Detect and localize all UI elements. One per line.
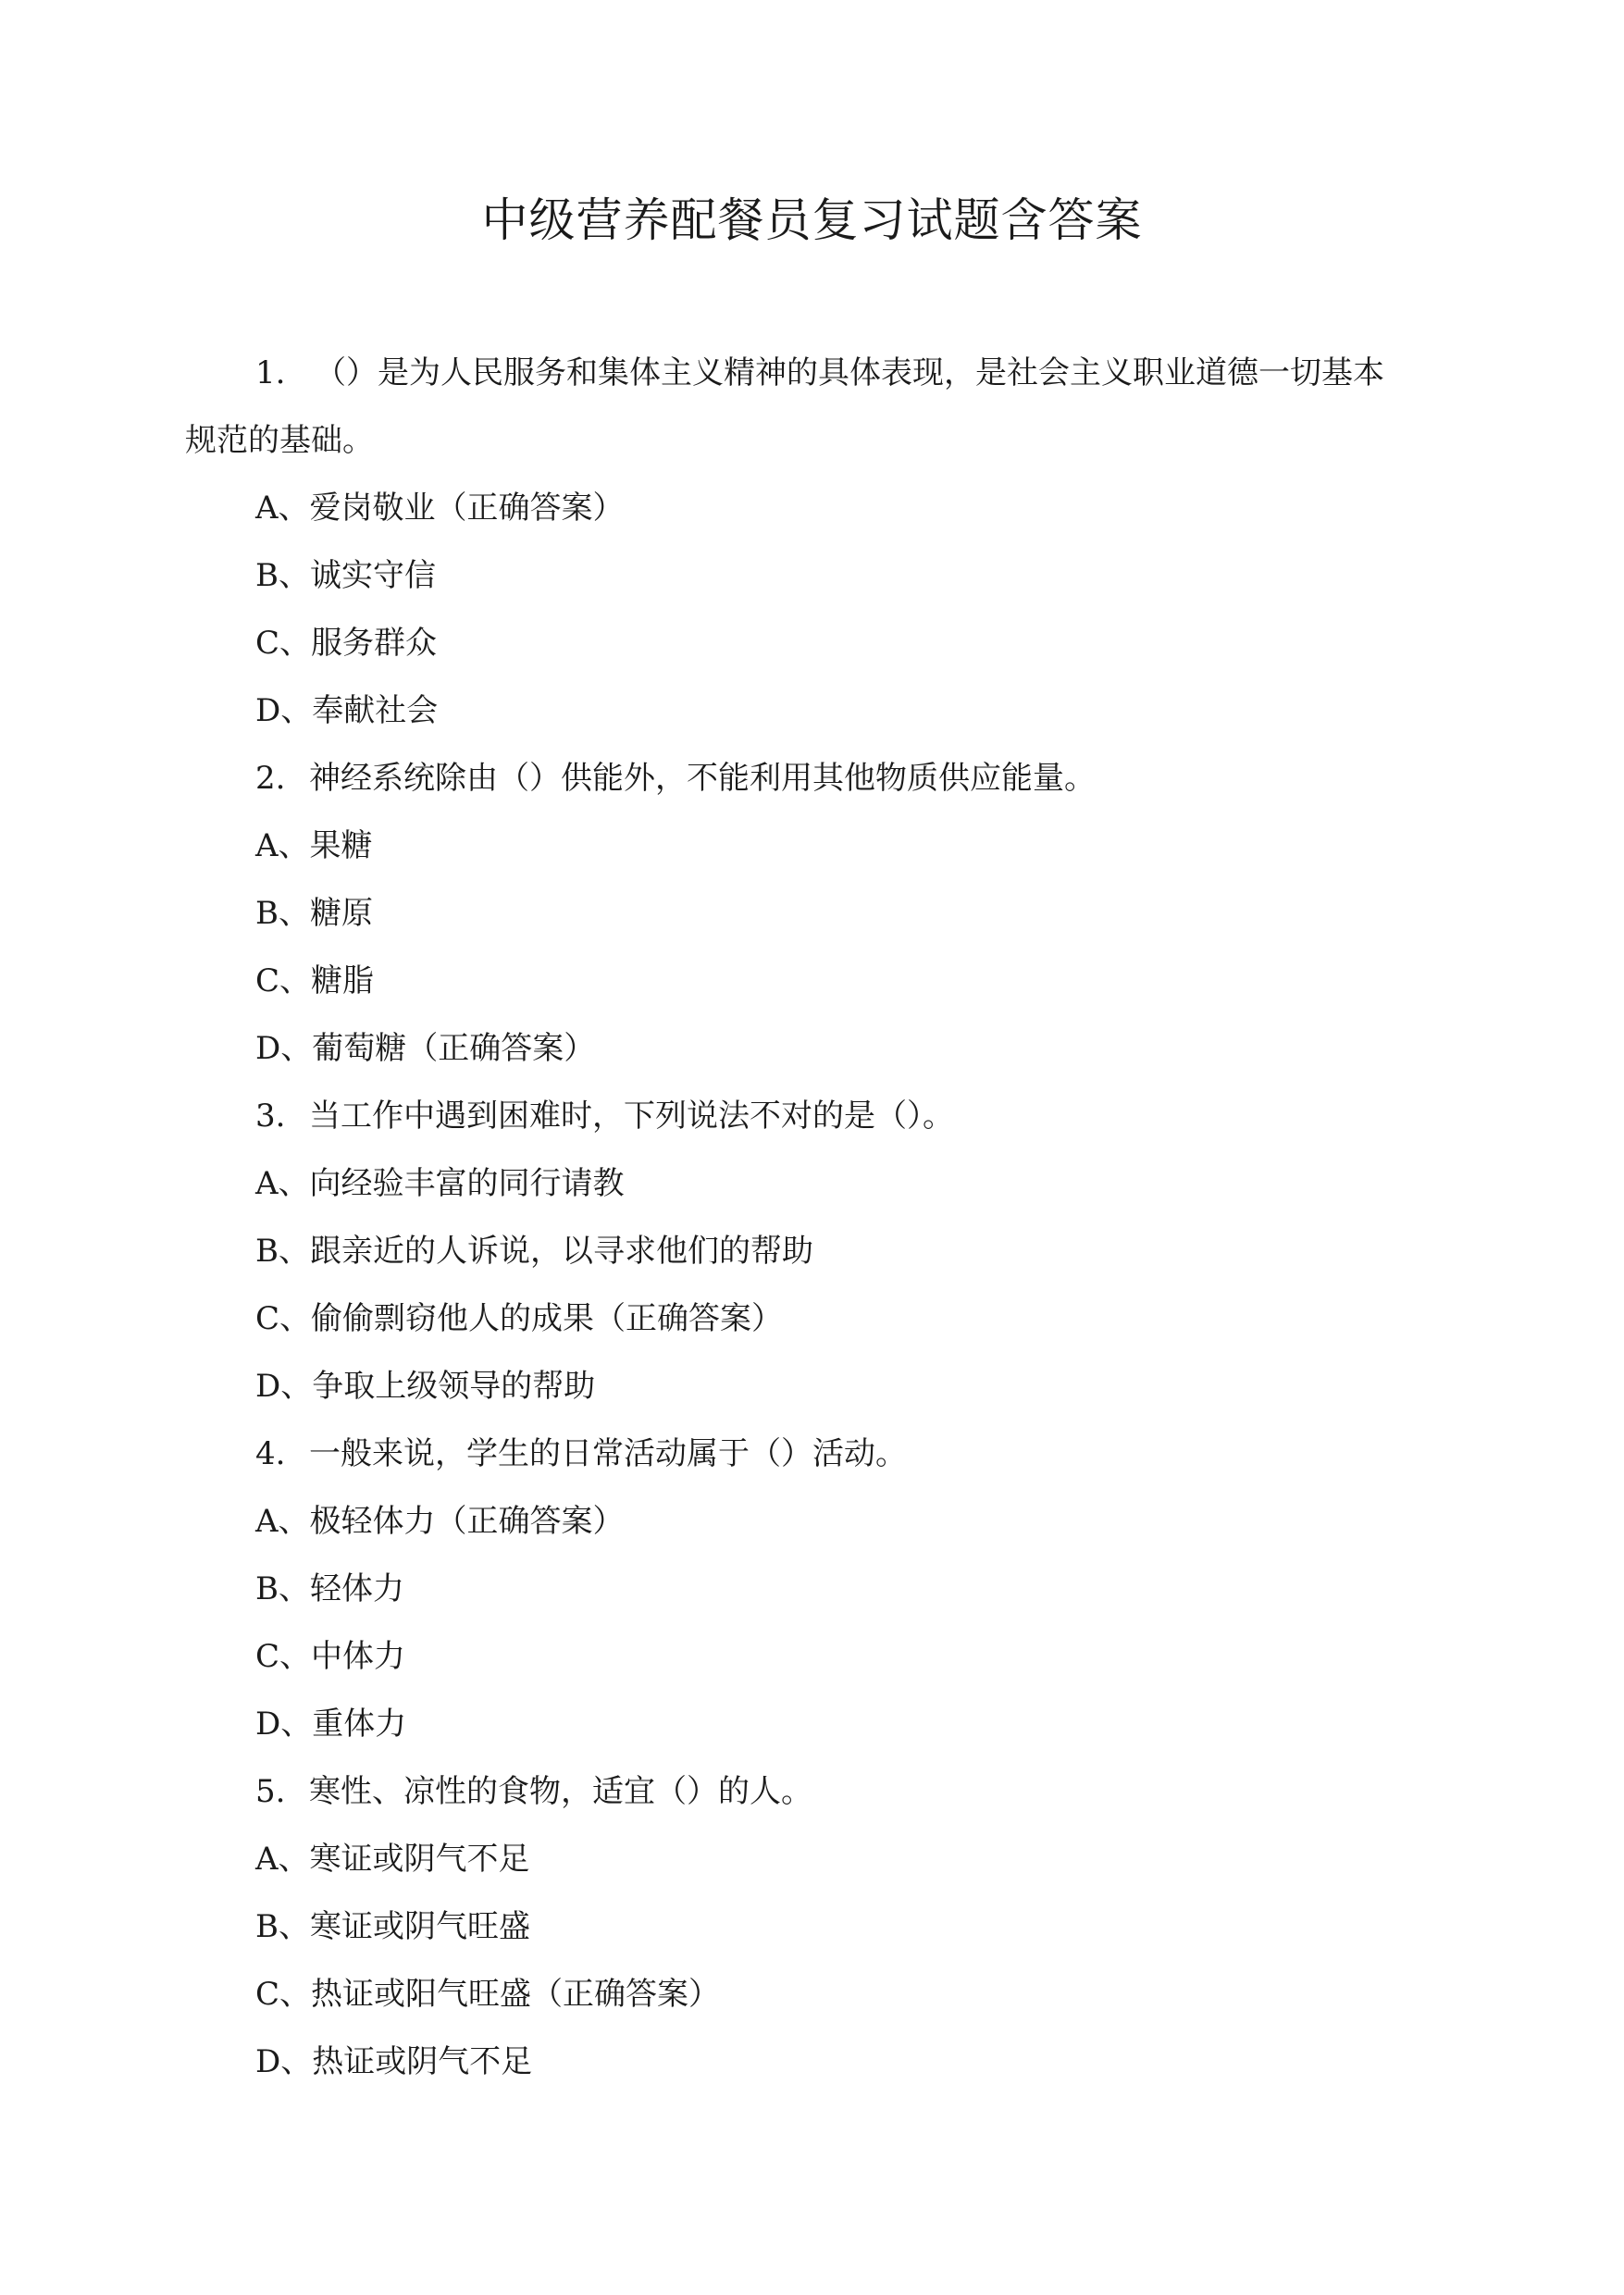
question-text: （）是为人民服务和集体主义精神的具体表现，是社会主义职业道德一切基本 [315, 354, 1384, 391]
option-c: C、偷偷剽窃他人的成果（正确答案） [255, 1300, 784, 1337]
question-text: 寒性、凉性的食物，适宜（）的人。 [309, 1773, 812, 1810]
option-b: B、轻体力 [255, 1570, 404, 1607]
question-3 [185, 1083, 1453, 1420]
question-4 [185, 1420, 1453, 1758]
question-text: 一般来说，学生的日常活动属于（）活动。 [309, 1435, 907, 1472]
option-a: A、向经验丰富的同行请教 [255, 1165, 625, 1202]
question-text: 当工作中遇到困难时，下列说法不对的是（）。 [309, 1098, 954, 1135]
option-a: A、寒证或阴气不足 [255, 1841, 530, 1878]
option-b: B、糖原 [255, 895, 373, 932]
option-d: D、奉献社会 [255, 692, 439, 729]
option-b: B、寒证或阴气旺盛 [255, 1908, 530, 1945]
question-stem [185, 340, 1453, 407]
question-stem [185, 1083, 1453, 1150]
question-5 [185, 1758, 1453, 2096]
option-d: D、热证或阴气不足 [255, 2043, 533, 2080]
document-title: 中级营养配餐员复习试题含答案 [481, 193, 1143, 247]
question-number: 4. [255, 1435, 286, 1472]
option-c: C、服务群众 [255, 625, 438, 662]
question-number: 2. [255, 760, 286, 797]
question-1 [185, 340, 1453, 745]
option-c: C、热证或阳气旺盛（正确答案） [255, 1976, 721, 2013]
question-stem [185, 745, 1453, 813]
option-a: A、爱岗敬业（正确答案） [255, 490, 625, 527]
option-a: A、极轻体力（正确答案） [255, 1503, 625, 1540]
option-a: A、果糖 [255, 827, 373, 864]
question-stem [185, 1420, 1453, 1488]
option-d: D、葡萄糖（正确答案） [255, 1030, 596, 1067]
question-stem [185, 1758, 1453, 1826]
question-text: 神经系统除由（）供能外，不能利用其他物质供应能量。 [309, 760, 1096, 797]
question-list [185, 340, 1453, 2096]
question-number: 5. [255, 1773, 286, 1810]
option-b: B、跟亲近的人诉说，以寻求他们的帮助 [255, 1233, 813, 1270]
option-c: C、糖脂 [255, 962, 375, 999]
question-stem-continued: 规范的基础。 [185, 422, 374, 459]
option-c: C、中体力 [255, 1638, 406, 1675]
question-number: 3. [255, 1098, 286, 1135]
option-b: B、诚实守信 [255, 557, 436, 594]
question-2 [185, 745, 1453, 1083]
option-d: D、争取上级领导的帮助 [255, 1368, 596, 1405]
option-d: D、重体力 [255, 1706, 407, 1743]
question-number: 1. [255, 354, 286, 391]
